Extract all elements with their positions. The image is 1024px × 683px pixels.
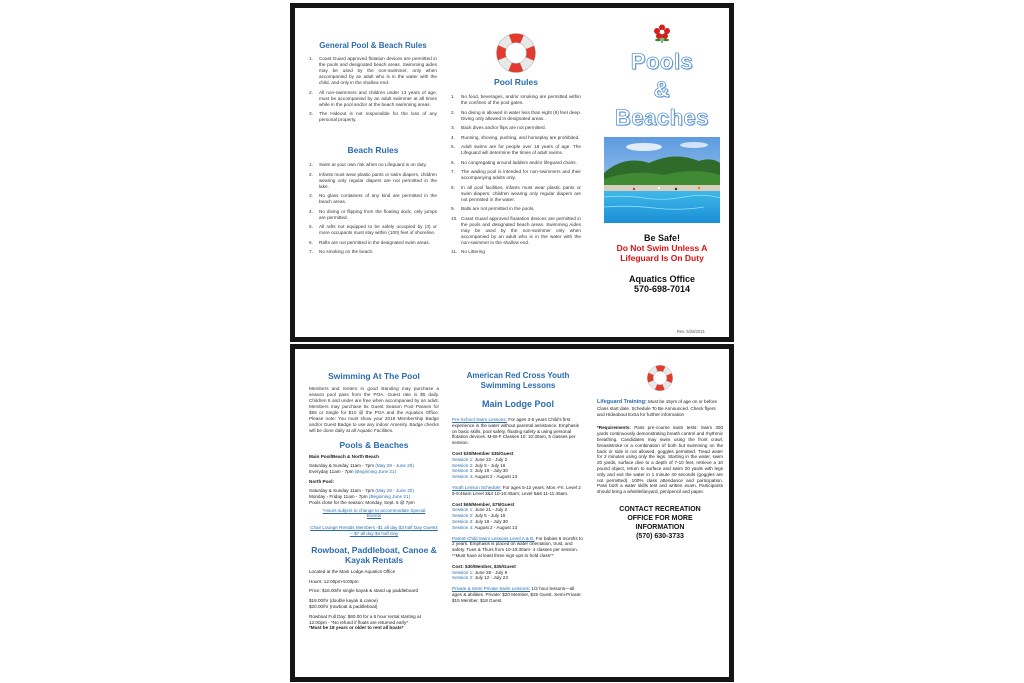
private-lessons-text: 1/2 hour lessons—all ages & abilities. Private: $20 Member, $25 Guest. Semi-Private: $15 Member, $18 Guest. bbox=[452, 586, 582, 603]
preschool-cost: Cost $30/Member $35/Guest bbox=[452, 450, 514, 456]
main-pool-hours-1-text: Saturday & Sunday 11am - 7pm bbox=[309, 462, 375, 468]
contact-line-3: INFORMATION bbox=[635, 523, 685, 531]
life-ring-icon bbox=[451, 33, 581, 73]
pool-close-note: Pools close for the season: Monday, Sept. 5 @ 7pm bbox=[309, 499, 415, 505]
brochure-back-page bbox=[295, 349, 729, 677]
youth-lessons-link[interactable]: Youth Lesson Schedule: bbox=[452, 484, 502, 490]
flower-logo-icon bbox=[595, 24, 729, 49]
rule-number: 10. bbox=[451, 215, 458, 221]
rule-number: 1. bbox=[451, 94, 455, 99]
rule-text: Coast Guard approved flotation devices are permitted in the pools and designated beach areas. Swimming aides may be used by the non-swimmer, only when accompanied by an adult who is in the water with the child, and only in the shallow end. bbox=[319, 56, 437, 85]
rule-item bbox=[451, 216, 581, 246]
contact-line-2: OFFICE FOR MORE bbox=[627, 514, 693, 522]
rule-text: No food, beverages, and/or smoking are permitted within the confines of the pool gates. bbox=[461, 94, 581, 105]
session-dates: June 28 - July 9 bbox=[473, 569, 508, 575]
pools-beaches-heading: Pools & Beaches bbox=[339, 440, 409, 450]
session-dates: June 21 - July 2 bbox=[473, 507, 508, 513]
rule-text: Swim at your own risk when no Lifeguard is on duty. bbox=[319, 162, 427, 167]
session-label: Session 4: bbox=[452, 474, 474, 480]
rule-text: Balls are not permitted in the pools. bbox=[461, 206, 535, 211]
rule-text: No Littering bbox=[461, 249, 485, 254]
parent-child-lessons-link[interactable]: Parent-Child Swim Lessons Level A & B: bbox=[452, 535, 535, 541]
rule-text: No smoking on the beach. bbox=[319, 249, 374, 254]
youth-sessions bbox=[452, 507, 584, 530]
session-label: Session 2: bbox=[452, 575, 474, 581]
rule-text: Rafts are not permitted in the designated swim areas. bbox=[319, 239, 430, 245]
contact-block bbox=[597, 505, 723, 541]
rowboat-location: Located at the Main Lodge Aquatics Office bbox=[309, 568, 396, 574]
north-pool-hours-1-note: (May 28 - June 20) bbox=[375, 488, 414, 494]
main-pool-hours-2-text: Everyday 11am - 7pm bbox=[309, 468, 354, 474]
rule-item bbox=[309, 172, 437, 190]
rule-item bbox=[451, 144, 581, 156]
rule-number: 6. bbox=[451, 159, 455, 165]
red-cross-heading: American Red Cross Youth Swimming Lessons bbox=[466, 371, 570, 390]
swimming-column bbox=[309, 349, 439, 677]
parent-child-lessons bbox=[452, 536, 584, 559]
rule-item bbox=[451, 169, 581, 181]
lifeguard-requirements bbox=[597, 425, 723, 495]
youth-lessons bbox=[452, 485, 584, 497]
rule-number: 2. bbox=[451, 109, 455, 115]
rule-text: All rafts not equipped to be safely occupied by (3) or more occupants must stay within (100) feet of shoreline. bbox=[319, 224, 437, 235]
preschool-lessons-text: For ages 3-5 years Child's first experience in the water without parental assistance. Emphasis on basic skills, pool safety, floating safety & using personal flotation devices. M-W-F Classes 10: 10:30am, 5 classes per session. bbox=[452, 417, 579, 446]
rowboat-heading: Rowboat, Paddleboat, Canoe & Kayak Rentals bbox=[311, 544, 437, 565]
rule-number: 3. bbox=[309, 111, 313, 116]
main-pool-hours-1-note: (May 28 - June 20) bbox=[375, 462, 414, 468]
rule-item bbox=[309, 209, 437, 221]
pool-photo bbox=[604, 137, 720, 223]
session-dates: June 22 - July 2 bbox=[473, 456, 508, 462]
session-dates: July 5 - July 16 bbox=[473, 513, 506, 519]
rules-column bbox=[309, 8, 437, 337]
lifeguard-training-label: Lifeguard Training: bbox=[597, 399, 647, 405]
general-rules-heading: General Pool & Beach Rules bbox=[319, 41, 427, 50]
brochure-back-sheet bbox=[290, 344, 734, 682]
swimming-body: Members and renters in good standing may purchase a season pool pass from the POA. Guest rate is $5 daily. Children 6 and under are free when accompanied by an adult. Members may purchase 5x Guest Season Pool Passes for $65 or Single for $10 @ the POA and the Aquatics Office. Please note: You must show your 2018 Membership Badge and/or Guest Badge to use any indoor Amenity. Badge checks will be done daily at all Aquatic Facilities. bbox=[309, 386, 439, 433]
youth-cost: Cost $65/Member, $75/Guest bbox=[452, 501, 515, 507]
rule-number: 3. bbox=[451, 125, 455, 130]
rule-item bbox=[309, 90, 437, 108]
requirements-label: *Requirements: bbox=[597, 425, 631, 431]
pool-rules-heading: Pool Rules bbox=[494, 77, 538, 87]
preschool-sessions bbox=[452, 457, 584, 480]
aquatics-office-phone: 570-698-7014 bbox=[633, 284, 691, 294]
rule-item bbox=[451, 110, 581, 122]
north-pool-hours-2-note: (Beginning June 21) bbox=[368, 493, 411, 499]
rule-text: No glass containers of any kind are permitted in the beach areas. bbox=[319, 193, 437, 204]
parent-child-cost: Cost: $30/Member, $35/Guest bbox=[452, 563, 516, 569]
rowboat-price-1: Price: $16.00/hr single kayak & stand up paddleboard bbox=[309, 588, 419, 594]
north-pool-hours-2-text: Monday - Friday 11am - 7pm bbox=[309, 493, 368, 499]
rule-item bbox=[451, 135, 581, 141]
recreation-phone: (570) 630-3733 bbox=[636, 532, 684, 540]
private-lessons-link[interactable]: Private & Semi Private Swim Lessons: bbox=[452, 586, 531, 592]
session-label: Session 2: bbox=[452, 513, 474, 519]
rule-item bbox=[451, 206, 581, 212]
contact-line-1: CONTACT RECREATION bbox=[619, 505, 701, 513]
main-pool-hours-2 bbox=[309, 469, 439, 475]
revision-date: Rev. 5/28/2021 bbox=[676, 329, 705, 334]
rule-text: All non-swimmers and children under 13 years of age, must be accompanied by an adult swimmer at all times while in the pool and/or at the beach swimming areas. bbox=[319, 89, 437, 107]
rule-number: 4. bbox=[309, 208, 313, 214]
rule-text: Infants must wear plastic pants or swim diapers, children wearing only regular diapers are not permitted in the lake. bbox=[319, 171, 437, 189]
cover-column bbox=[595, 8, 729, 337]
rule-number: 11. bbox=[451, 249, 458, 254]
rule-item bbox=[451, 160, 581, 166]
rule-item bbox=[451, 94, 581, 106]
red-cross-column bbox=[452, 349, 584, 677]
main-pool-hours-2-note: (Beginning June 21) bbox=[354, 468, 396, 474]
cover-title-pools: Pools bbox=[630, 49, 694, 74]
rule-text: The wading pool is intended for non-swimmers and their accompanying adults only. bbox=[461, 169, 581, 180]
rule-number: 1. bbox=[309, 56, 313, 61]
session-line bbox=[452, 474, 584, 480]
beach-rules-list bbox=[309, 162, 437, 255]
session-dates: July 19 - July 30 bbox=[473, 468, 508, 474]
session-label: Session 1: bbox=[452, 456, 474, 462]
main-pool-heading: Main Pool/Beach & North Beach bbox=[309, 454, 379, 459]
rule-text: Running, shoving, pushing, and horseplay are prohibited. bbox=[461, 134, 580, 140]
rule-item bbox=[451, 249, 581, 255]
aquatics-office-label: Aquatics Office bbox=[628, 274, 695, 284]
rule-number: 6. bbox=[309, 239, 313, 245]
cover-title-beaches: Beaches bbox=[614, 105, 709, 130]
session-label: Session 2: bbox=[452, 462, 474, 468]
preschool-lessons bbox=[452, 417, 584, 446]
brochure-front-page bbox=[295, 8, 729, 337]
rowboat-full-day: Rowboat Full Day: $60.00 for a 6 hour rental starting at 12:00pm - *No refund if floats are returned early* bbox=[309, 613, 421, 625]
pool-rules-column bbox=[451, 8, 581, 337]
rule-item bbox=[309, 240, 437, 246]
rule-text: No diving is allowed in water less than eight (8) feet deep. Diving only allowed in designated areas. bbox=[461, 109, 581, 121]
rule-item bbox=[309, 249, 437, 255]
rule-number: 5. bbox=[451, 144, 455, 149]
general-rules-list bbox=[309, 56, 437, 123]
rule-text: Back dives and/or flips are not permitted. bbox=[461, 125, 546, 130]
life-ring-icon bbox=[597, 365, 723, 391]
rule-number: 9. bbox=[451, 206, 455, 211]
lifeguard-warning-text: Do Not Swim Unless A Lifeguard Is On Duty bbox=[616, 243, 708, 263]
session-dates: August 2 - August 13 bbox=[473, 524, 518, 530]
rowboat-price-3: $20.00/hr (rowboat & paddleboat) bbox=[309, 603, 378, 609]
rule-number: 2. bbox=[309, 89, 313, 95]
rule-number: 1. bbox=[309, 162, 313, 167]
rowboat-age-note: *Must be 18 years or older to rent all boats* bbox=[309, 625, 404, 631]
hours-subject-link[interactable]: *Hours subject to change to accommodate Special Events bbox=[322, 507, 426, 519]
rule-text: Adult swims are for people over 18 years of age. The Lifeguard will determine the times of adult swims. bbox=[461, 144, 581, 155]
session-line bbox=[452, 525, 584, 531]
main-lodge-pool-heading: Main Lodge Pool bbox=[482, 399, 554, 409]
north-pool-heading: North Pool: bbox=[309, 479, 335, 485]
rule-item bbox=[451, 185, 581, 203]
session-dates: August 2 - August 13 bbox=[473, 474, 518, 480]
session-line bbox=[452, 575, 584, 581]
rule-text: Coast Guard approved floatation devices are permitted in the pools and designated beach areas. Swimming Aides may be used by the non-swimmer only when accompanied by an adult who is in the water with the non-swimmer in the shallow end. bbox=[461, 215, 581, 245]
private-lessons bbox=[452, 586, 584, 603]
session-dates: July 5 - July 16 bbox=[473, 462, 506, 468]
chair-lounge-rentals-link[interactable]: Chair Lounge Rentals Members -$1 all day $3 half Day Guests -- $7 all day $4 half Day bbox=[310, 525, 438, 536]
rule-number: 4. bbox=[451, 134, 455, 140]
north-pool-hours-1-text: Saturday & Sunday 11am - 7pm bbox=[309, 488, 375, 494]
session-dates: July 12 - July 23 bbox=[473, 575, 508, 581]
pool-rules-list bbox=[451, 94, 581, 255]
parent-child-sessions bbox=[452, 570, 584, 582]
rule-item bbox=[309, 111, 437, 123]
be-safe-text: Be Safe! bbox=[643, 233, 680, 243]
rule-text: In all pool facilities, infants must wear plastic pants or swim diapers; children wearing only regular diapers are not permitted in the water. bbox=[461, 184, 581, 202]
swimming-heading: Swimming At The Pool bbox=[328, 371, 420, 381]
session-label: Session 3: bbox=[452, 518, 474, 524]
rule-text: No diving or flipping from the floating dock, only jumps are permitted. bbox=[319, 208, 437, 220]
rule-item bbox=[309, 56, 437, 86]
lifeguard-training-text: Must be 15yrs of age on or before Class start date. Schedule To Be Announced. Check flyers and Hideabout Extra for further information bbox=[597, 399, 718, 417]
session-label: Session 3: bbox=[452, 468, 474, 474]
lifeguard-training bbox=[597, 399, 723, 417]
requirements-text: Pass pre-course swim tests: Swim 300 yards continuously demonstrating breath control and rhythmic breathing. Candidates may swim using the front crawl, breaststroke or a combination of both but swimming on the back or side is not allowed, goggles permitted. Tread water for 2 minutes using only the legs. Starting in the water, swim 20 yards, surface dive to a depth of 7-10 feet, retrieve a 10 pound object, return to surface and swim 20 yards with legs only and exit the water in 1 minute 40 seconds (goggles are not permitted). 100% class attendance and participation. Pass both a water skills test and written exam. Participants should bring a whistle/lanyard, pen/pencil and paper. bbox=[597, 425, 723, 495]
rule-item bbox=[451, 125, 581, 131]
rowboat-hours: Hours: 12:00pm-5:00pm bbox=[309, 578, 359, 584]
parent-child-lessons-text: For babies 6 months to 2 years. Emphasis is placed on water orientation, trust, and safety. Tues & Thurs from 10-10:30am- 4 classes per session. **Must have at least three sign-ups to hold class** bbox=[452, 535, 583, 558]
brochure-front-sheet bbox=[290, 3, 734, 342]
rule-item bbox=[309, 193, 437, 205]
rule-number: 3. bbox=[309, 193, 313, 198]
rule-text: The Hideout is not responsible for the loss of any personal property. bbox=[319, 111, 437, 122]
session-label: Session 1: bbox=[452, 507, 474, 513]
rule-number: 8. bbox=[451, 184, 455, 190]
lifeguard-column bbox=[597, 349, 723, 677]
rule-item bbox=[309, 224, 437, 236]
rule-number: 2. bbox=[309, 171, 313, 177]
preschool-lessons-link[interactable]: Pre-School Swim Lessons: bbox=[452, 417, 507, 422]
rule-item bbox=[309, 162, 437, 168]
session-label: Session 1: bbox=[452, 569, 474, 575]
youth-lessons-text: For ages 5-12 years. Mon.-Fri. Level 2 9-9:45am Level 3&4 10-10:45am; Level 5&6 11-11:45am. bbox=[452, 484, 581, 496]
rule-number: 5. bbox=[309, 224, 313, 229]
rowboat-price-2: $18.00/hr (double kayak & canoe) bbox=[309, 598, 378, 604]
session-dates: July 19 - July 30 bbox=[473, 518, 508, 524]
cover-title-ampersand: & bbox=[653, 77, 671, 102]
beach-rules-heading: Beach Rules bbox=[347, 145, 399, 155]
rule-number: 7. bbox=[451, 169, 455, 174]
rule-number: 7. bbox=[309, 249, 313, 254]
session-label: Session 4: bbox=[452, 524, 474, 530]
rule-text: No congregating around ladders and/or lifeguard chairs. bbox=[461, 159, 577, 165]
